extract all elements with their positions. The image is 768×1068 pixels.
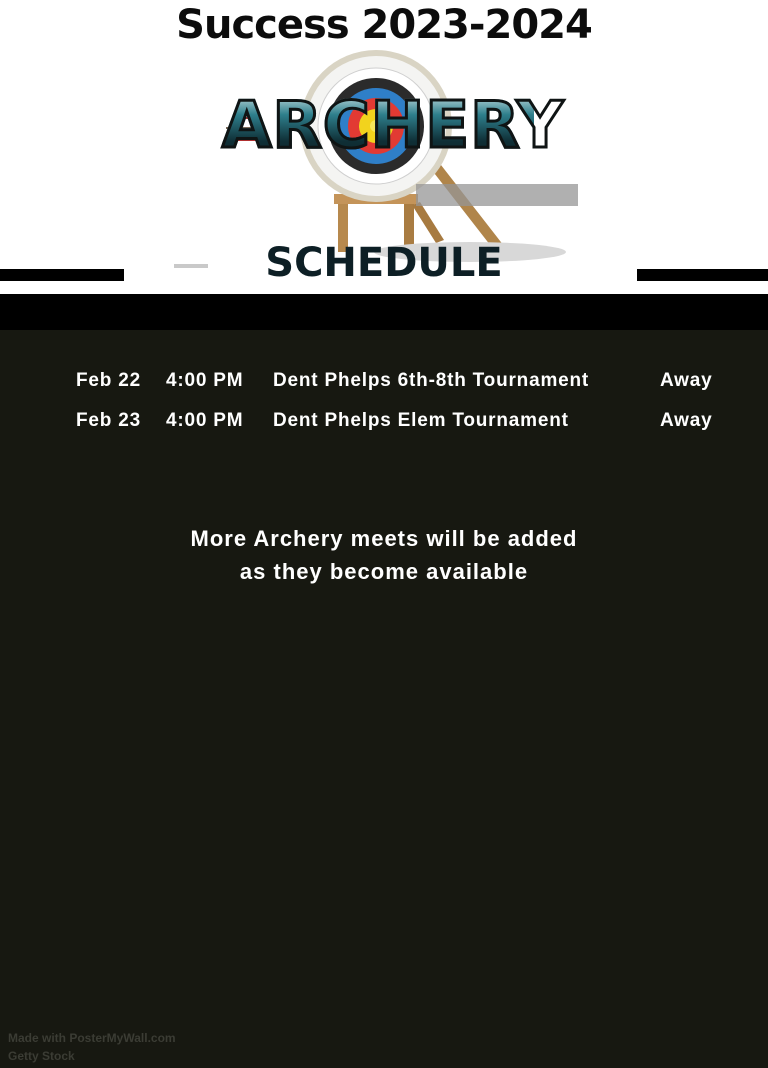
note-line: More Archery meets will be added [190,526,578,551]
note-line: as they become available [239,559,529,584]
archery-logo-text: ARCHERY [222,89,565,163]
event-location: Away [660,370,713,391]
divider-band [0,294,768,330]
poster-title: Success 2023-2024 [176,2,592,48]
schedule-row [0,406,768,446]
poster-header [0,0,768,294]
schedule-heading: SCHEDULE [265,240,503,286]
event-date: Feb 23 [76,410,141,431]
schedule-list [0,366,768,446]
event-location: Away [660,410,713,431]
stock-watermark [416,184,578,206]
event-name: Dent Phelps 6th-8th Tournament [273,370,590,391]
credit-line: Made with PosterMyWall.com [8,1031,176,1045]
poster-credits [8,1029,176,1065]
event-time: 4:00 PM [166,410,244,431]
event-time: 4:00 PM [166,370,244,391]
event-name: Dent Phelps Elem Tournament [273,410,569,431]
schedule-row [0,366,768,406]
event-date: Feb 22 [76,370,141,391]
credit-line: Getty Stock [8,1049,75,1063]
announcement-note [0,522,768,588]
target-stand-leg [412,202,444,243]
